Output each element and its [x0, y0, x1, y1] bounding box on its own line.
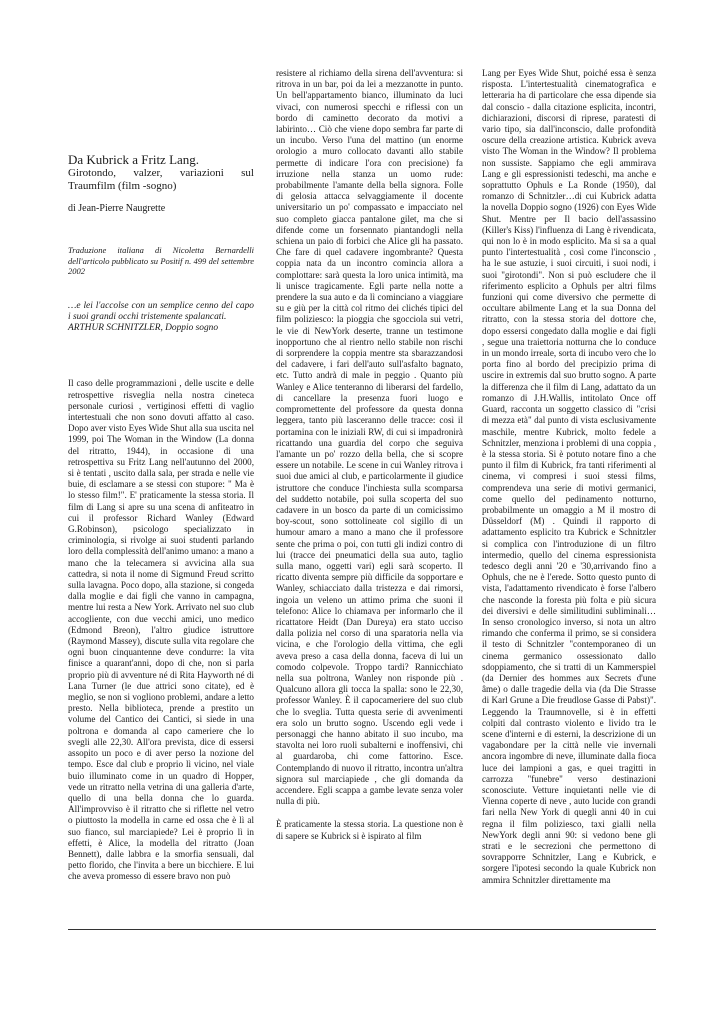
article-title: Da Kubrick a Fritz Lang. — [68, 152, 200, 167]
column-2 — [276, 68, 463, 842]
epigraph-quote: …e lei l'accolse con un semplice cenno del capo i suoi grandi occhi tristemente spalancati. — [68, 300, 254, 322]
epigraph — [68, 301, 254, 335]
footer-rule — [68, 929, 656, 930]
column-1-text: Il caso delle programmazioni , delle uscite e delle retrospettive risveglia nella nostra cineteca personale curiosi , vertiginosi effetti di vaglio intertestuali che non sono dovuti affatto al caso. Dopo aver visto Eyes Wide Shut alla sua uscita nel 1999, poi The Woman in the Window (La donna del ritratto, 1944), in occasione di una retrospettiva su Fritz Lang nell'autunno del 2000, si è tentati , uscito dalla sala, per strada e nelle vie buie, di esclamare a se stessi con stupore: " Ma è lo stesso film!". E' praticamente la stessa storia. Il film di Lang si apre su una scena di anfiteatro in cui il professor Richard Wanley (Edward G.Robinson), psicologo specializzato in criminologia, si rivolge ai suoi studenti parlando loro della complessità dell'animo umano: a mano a mano che la telecamera si avvicina alla sua cattedra, si nota il nome di Sigmund Freud scritto sulla lavagna. Poco dopo, alla stazione, si congeda dalla moglie e dai figli che vanno in campagna, mentre lui resta a New York. Arrivato nel suo club accogliente, con due vecchi amici, uno medico (Edmond Breon), l'altro giudice istruttore (Raymond Massey), discute sulla vita regolare che ogni buon cinquantenne deve condurre: la vita finisce a quarant'anni, dopo di che, non si parla proprio più di avventure né di Rita Hayworth né di Lana Turner (le due attrici sono citate), ed è meglio, se non si vogliono problemi, andare a letto presto. Nella biblioteca, prende a prestito un volume del Cantico dei Cantici, si siede in una poltrona e domanda al capo cameriere che lo svegli alle 22,30. All'ora prevista, dice di essersi assopito un poco e di aver perso la nozione del tempo. Esce dal club e proprio lì vicino, nel viale buio illuminato come in un quadro di Hopper, vede un ritratto nella vetrina di una galleria d'arte, quello di una bella donna che lo guarda. All'improvviso è il ritratto che si riflette nel vetro o piuttosto la modella in carne ed ossa che è lì al suo fianco, sul marciapiede? Lei è proprio lì in effetti, è Alice, la modella del ritratto (Joan Bennett), dalle labbra e la smorfia sensuali, dal petto florido, che l'invita a bere un bicchiere. E lui che aveva promesso di essere bravo non può — [68, 378, 254, 882]
epigraph-source: ARTHUR SCHNITZLER, Doppio sogno — [68, 323, 219, 334]
article-author: di Jean-Pierre Naugrette — [68, 203, 166, 214]
column-3-text: Lang per Eyes Wide Shut, poiché essa è senza risposta. L'intertestualità cinematografica e letteraria ha di particolare che essa dipende sia dal conscio - dalla citazione esplicita, incontri, dichiarazioni, discorsi di riprese, paratesti di vario tipo, sia dall'inconscio, dalle profondità oscure della creazione artistica. Kubrick aveva visto The Woman in the Window? Il problema non sussiste. Sappiamo che egli ammirava Lang e gli espressionisti tedeschi, ma anche e soprattutto Ophuls e La Ronde (1950), dal romanzo di Schnitzler…di cui Kubrick adatta la novella Doppio sogno (1926) con Eyes Wide Shut. Mentre per Il bacio dell'assassino (Killer's Kiss) l'influenza di Lang è rivendicata, qui non lo è in modo esplicito. Ma si sa a qual punto l'intertestualità , così come l'inconscio , ha le sue astuzie, i suoi circuiti, i suoi nodi, i suoi "girotondi". Non si può escludere che il riferimento esplicito a Ophuls per altri films funzioni qui come diversivo che permette di occultare abilmente Lang et la sua Donna del ritratto, con la stessa storia del dottore che, dopo essersi congedato dalla moglie e dai figli , segue una traiettoria notturna che lo conduce in un mondo irreale, sorta di incubo vero che lo porta fino al bordo del precipizio prima di uscire in extremis dal suo brutto sogno. A parte la differenza che il film di Lang, adattato da un romanzo di J.H.Wallis, intitolato Once off Guard, racconta un soggetto classico di "crisi di mezza età" dal punto di vista esclusivamente maschile, mentre Kubrick, molto fedele a Schnitzler, menziona i problemi di una coppia , è la stessa storia. Si è potuto notare fino a che punto il film di Kubrick, fra tanti riferimenti al cinema, vi compresi i suoi stessi films, comprendeva una serie di motivi germanici, come quello del pedinamento notturno, probabilmente un omaggio a M il mostro di Düsseldorf (M) . Quindi il rapporto di adattamento esplicito tra Kubrick e Schnitzler si complica con l'introduzione di un filtro intermedio, quello del cinema espressionista tedesco degli anni '20 e '30,arrivando fino a Ophuls, che ne è l'erede. Sotto questo punto di vista, l'adattamento rivendicato è forse l'albero che nasconde la foresta più folta e più sicura dei diversivi e delle similitudini subliminali…In senso cronologico inverso, si nota un altro rimando che conferma il primo, se si considera il testo di Schnitzler "contemporaneo di un cinema germanico ossessionato dallo sdoppiamento, che si tratti di un Kammerspiel (da Dernier des hommes aux Secrets d'une âme) o dalle tragedie della via (da Die Strasse di Karl Grune a Die freudlose Gasse di Pabst)". Leggendo la Traumnovelle, si è in effetti colpiti dal contrasto violento e livido tra le scene d'interni e di esterni, la descrizione di un vagabondare per la città nelle vie invernali ancora ingombre di neve, illuminate dalla fioca luce dei lampioni a gas, e quei tragitti in carrozza "funebre" verso destinazioni sconosciute. Vetture inquietanti nelle vie di Vienna coperte di neve , auto lucide con grandi fari nella New York di quegli anni 40 in cui regna il film poliziesco, taxi gialli nella NewYork degli anni 90: si vedono bene gli strati e le secrezioni che permettono di sovrapporre Schnitzler, Lang e Kubrick, e sorgere l'ipotesi secondo la quale Kubrick non ammira Schnitzler direttamente ma — [482, 68, 656, 885]
column-1 — [68, 152, 254, 883]
translation-note: Traduzione italiana di Nicoletta Bernardelli dell'articolo pubblicato su Positif n. 499 del settembre 2002 — [68, 245, 254, 277]
article-subtitle: Girotondo, valzer, variazioni sul Traumfilm (film -sogno) — [68, 167, 254, 192]
column-2-text: resistere al richiamo della sirena dell'avventura: si ritrova in un bar, poi da lei a mezzanotte in punto. Un bell'appartamento bianco, illuminato da luci vivaci, con numerosi specchi e riflessi con un bordo di caminetto decorato da motivi a labirinto… Ciò che viene dopo sembra far parte di un incubo. Verso l'una del mattino (un enorme orologio a muro collocato davanti allo stabile permette di indicare l'ora con precisione) fa irruzione nella stanza un uomo rude: probabilmente l'amante della bella signora. Folle di gelosia attacca selvaggiamente il docente universitario un po' compassato e impacciato nel suo completo giacca pantalone gilet, ma che si difende come un forsennato piantandogli nella schiena un paio di forbici che Alice gli ha passato. Che fare di quel cadavere ingombrante? Questa coppia nata da un incontro comincia allora a complottare: sarà questa la loro unica intimità, ma li unisce tragicamente. Egli parte nella notte a prendere la sua auto e da lì cominciano a viaggiare su e giù per la città col ritmo dei clichés tipici del film poliziesco: la pioggia che sgocciola sui vetri, le vie di NewYork deserte, tranne un testimone inopportuno che al rientro nello stabile non rischi di sorprendere la coppia mentre sta sbarazzandosi del cadavere, i fari dell'auto sull'asfalto bagnato, etc. Tutto andrà di male in peggio . Quanto più Wanley e Alice tenteranno di liberarsi del fardello, di cancellare la presenza fuori luogo e compromettente del professore da questa donna leggera, tanto più lasceranno delle tracce: così il portamina con le iniziali RW, di cui si impadronirà ricattando una guardia del corpo che seguiva l'amante un po' rozzo della bella, che si scopre essere un notabile. Le scene in cui Wanley ritrova i suoi due amici al club, e particolarmente il giudice istruttore che conduce l'inchiesta sulla scomparsa del suddetto notabile, poi sulla scoperta del suo cadavere in un bosco da parte di un comicissimo boy-scout, sono sottolineate col sigillo di un humour amaro a mano a mano che il professore sente che prima o poi, con tutti gli indizi contro di lui (tracce dei pneumatici della sua auto, taglio sulla mano, oggetti vari) egli sarà scoperto. Il ricatto diventa sempre più difficile da sopportare e Wanley, schiacciato dalla tristezza e dai rimorsi, ingoia un veleno un attimo prima che suoni il telefono: Alice lo chiamava per informarlo che il ricattatore Heidt (Dan Dureya) era stato ucciso dalla polizia nel corso di una sparatoria nella via vicina, e che l'orologio della vittima, che egli aveva preso a casa della donna, faceva di lui un comodo colpevole. Troppo tardi? Rannicchiato nella sua poltrona, Wanley non risponde più . Qualcuno allora gli tocca la spalla: sono le 22,30, professor Wanley. È il capocameriere del suo club che lo sveglia. Tutta questa serie di avvenimenti era solo un brutto sogno. Uscendo egli vede i personaggi che hanno abitato il suo incubo, ma stavolta nei loro ruoli subalterni e inoffensivi, chi al guardaroba, chi come fattorino. Esce. Contemplando di nuovo il ritratto, incontra un'altra signora sul marciapiede , che gli domanda da accendere. Egli scappa a gambe levate senza voler nulla di più. — [276, 68, 463, 807]
column-3 — [482, 68, 656, 886]
column-2-closing-text: È praticamente la stessa storia. La questione non è di sapere se Kubrick si è ispirato al film — [276, 819, 463, 841]
